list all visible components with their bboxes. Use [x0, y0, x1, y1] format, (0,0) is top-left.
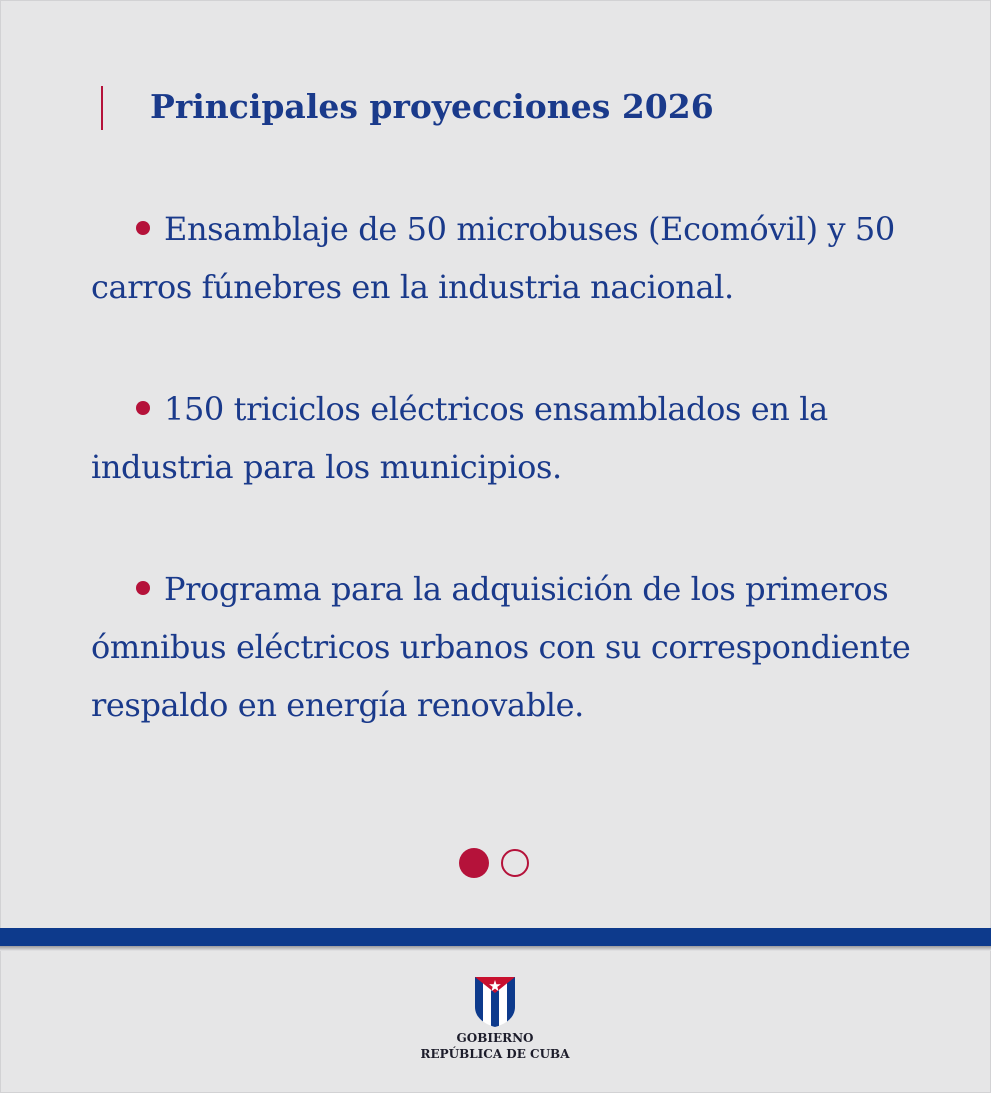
list-item-text: Programa para la adquisición de los primeros ómnibus eléctricos urbanos con su correspondiente respaldo en energía renovable. [91, 570, 911, 724]
bullet-dot-icon [136, 221, 150, 235]
page-1-indicator[interactable] [459, 848, 489, 878]
list-item-text: 150 triciclos eléctricos ensamblados en la industria para los municipios. [91, 390, 828, 486]
org-line-2: REPÚBLICA DE CUBA [420, 1047, 570, 1061]
bullet-dot-icon [136, 581, 150, 595]
org-line-1: GOBIERNO [456, 1031, 534, 1045]
title-accent-bar [101, 86, 103, 130]
government-logo-text [395, 1030, 595, 1062]
footer-divider-shadow [0, 946, 991, 951]
cuba-government-shield-icon [473, 977, 517, 1027]
page-2-indicator[interactable] [501, 849, 529, 877]
footer-divider [0, 928, 991, 946]
page-title: Principales proyecciones 2026 [150, 87, 714, 126]
projection-list [91, 200, 921, 798]
bullet-dot-icon [136, 401, 150, 415]
list-item [91, 380, 921, 496]
pagination-dots [459, 848, 529, 878]
list-item-text: Ensamblaje de 50 microbuses (Ecomóvil) y 50 carros fúnebres en la industria nacional. [91, 210, 895, 306]
list-item [91, 200, 921, 316]
list-item [91, 560, 921, 734]
